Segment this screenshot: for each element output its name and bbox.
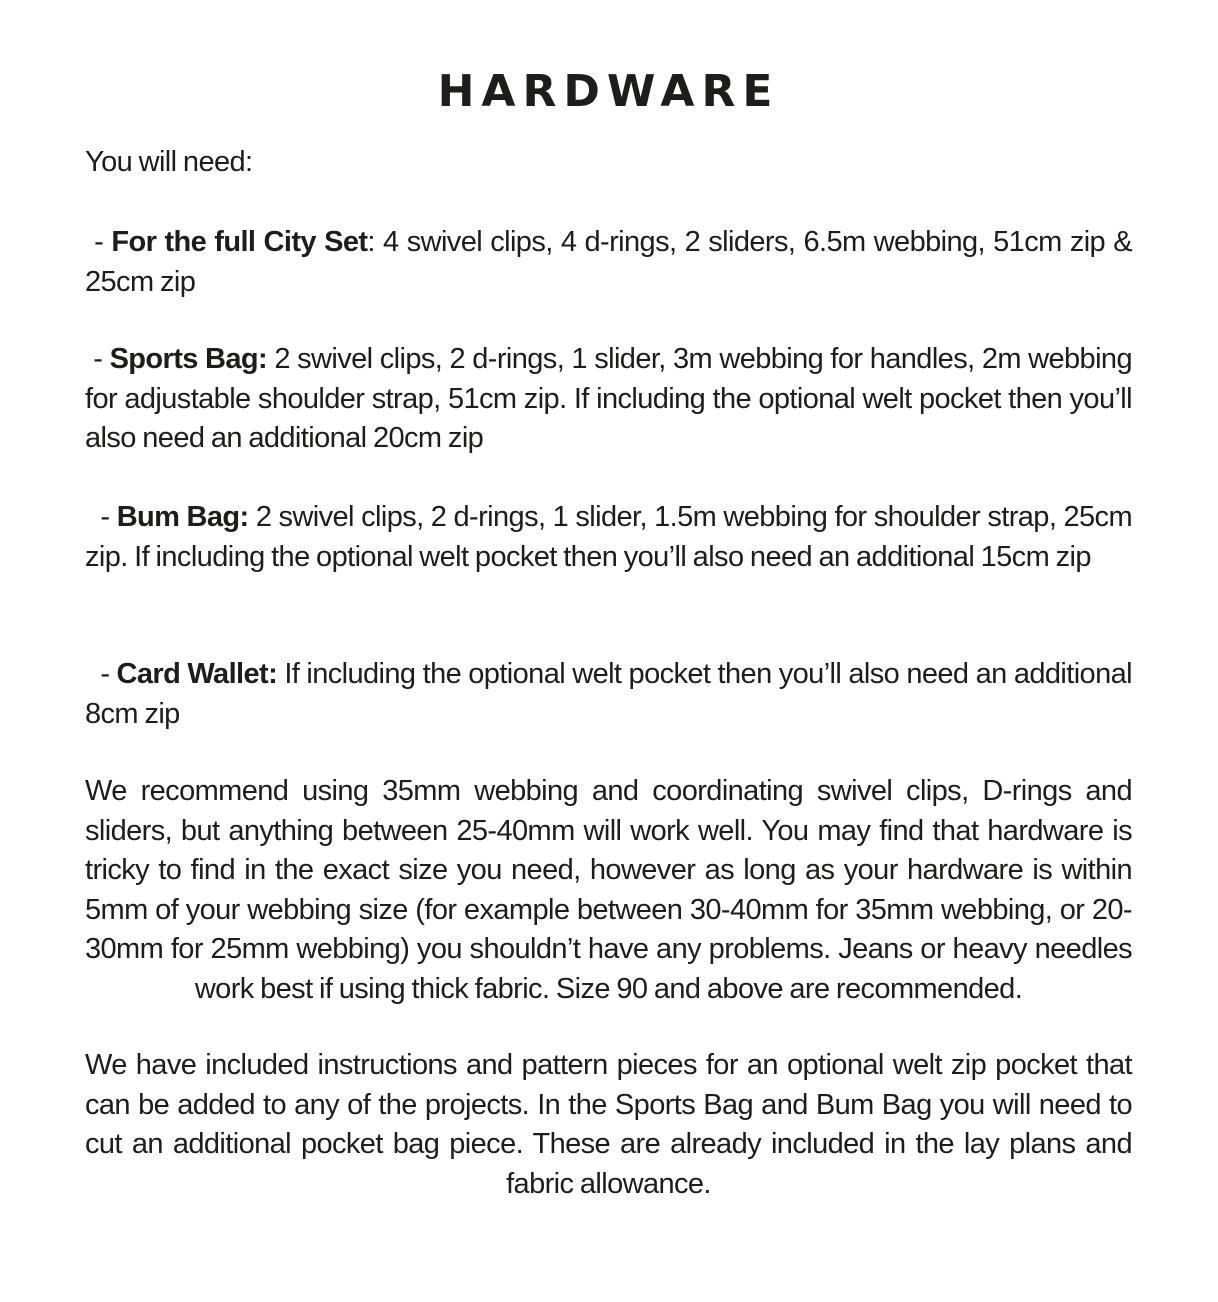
item-text: 2 swivel clips, 2 d-rings, 1 slider, 1.5m webbing for shoulder strap, 25cm zip. If including the optional welt pocket then you’ll also need an additional 15cm zip — [85, 501, 1132, 573]
list-dash: - — [85, 658, 117, 690]
item-label: Sports Bag: — [109, 343, 268, 375]
intro-text: You will need: — [85, 146, 253, 178]
welt-pocket-paragraph: We have included instructions and pattern pieces for an optional welt zip pocket that can be added to any of the projects. In the Sports Bag and Bum Bag you will need to cut an additional pocket bag piece. These are already included in the lay plans and fabric allowance. — [85, 1049, 1132, 1200]
list-dash: - — [85, 501, 117, 533]
list-dash: - — [85, 343, 110, 375]
list-item-bum-bag — [85, 498, 1132, 577]
item-separator: : — [367, 226, 384, 258]
page-title: HARDWARE — [437, 66, 780, 117]
item-text: 2 swivel clips, 2 d-rings, 1 slider, 3m webbing for handles, 2m webbing for adjustable shoulder strap, 51cm zip. If including the optional welt pocket then you’ll also need an additional 20cm zip — [85, 343, 1132, 454]
list-item-sports-bag — [85, 340, 1132, 459]
item-separator — [249, 501, 256, 533]
recommendation-paragraph: We recommend using 35mm webbing and coordinating swivel clips, D-rings and sliders, but anything between 25-40mm will work well. You may find that hardware is tricky to find in the exact size you need, however as long as your hardware is within 5mm of your webbing size (for example between 30-40mm for 35mm webbing, or 20-30mm for 25mm webbing) you shouldn’t have any problems. Jeans or heavy needles work best if using thick fabric. Size 90 and above are recommended. — [85, 775, 1132, 1005]
list-dash: - — [85, 226, 112, 258]
item-label: Card Wallet: — [116, 658, 278, 690]
item-label: Bum Bag: — [116, 501, 249, 533]
list-item-city-set — [85, 223, 1132, 302]
list-item-card-wallet — [85, 655, 1132, 734]
item-text: If including the optional welt pocket then you’ll also need an additional 8cm zip — [85, 658, 1132, 730]
item-text: 4 swivel clips, 4 d-rings, 2 sliders, 6.5m webbing, 51cm zip & 25cm zip — [85, 226, 1132, 298]
item-label: For the full City Set — [111, 226, 368, 258]
